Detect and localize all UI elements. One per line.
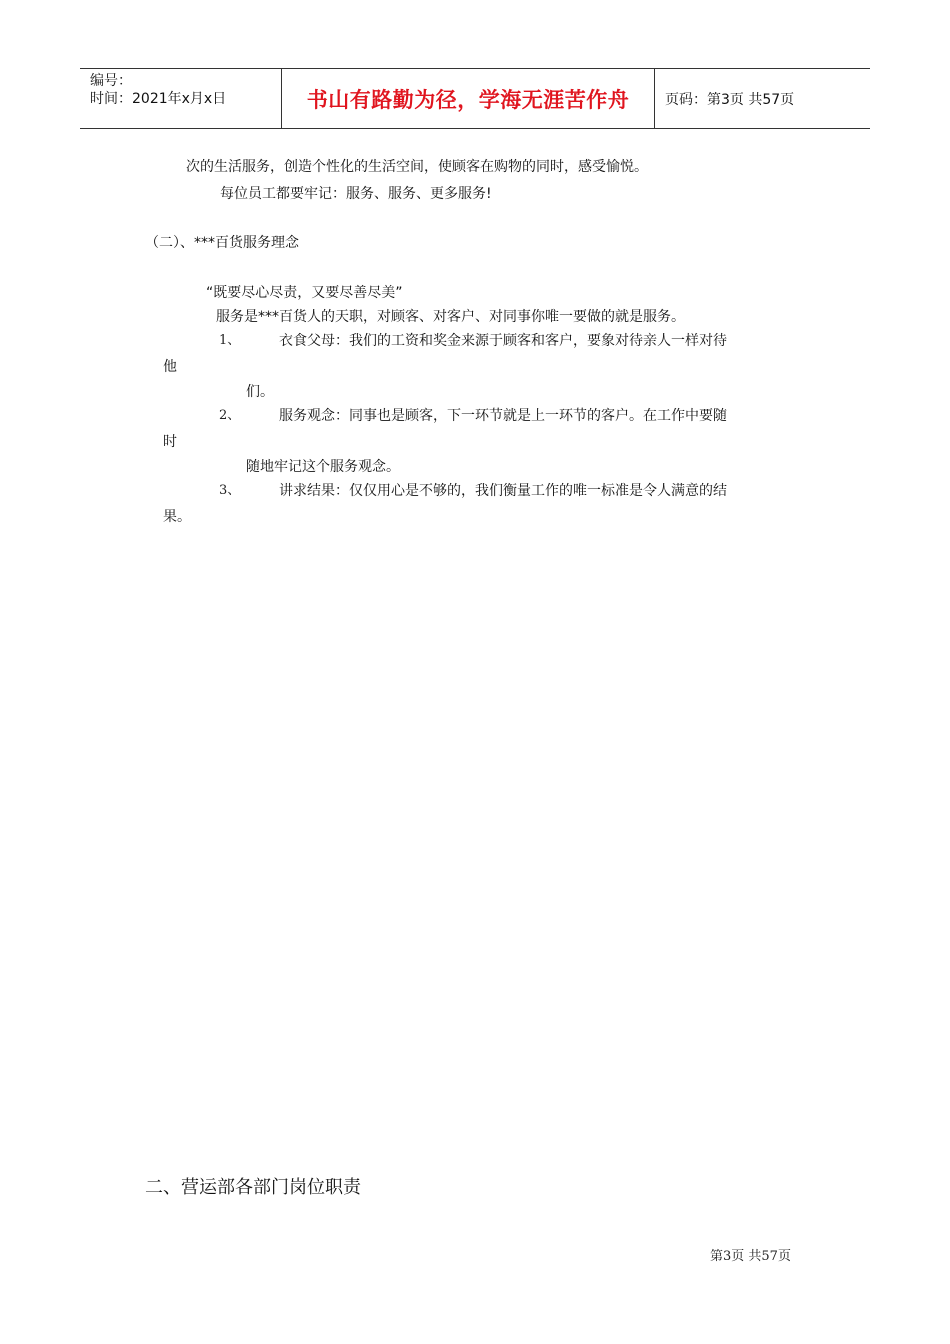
header-page-cell <box>655 69 870 128</box>
list-item-number: 2、 <box>219 408 241 423</box>
section-title: （二）、***百货服务理念 <box>145 235 299 251</box>
list-item-continuation: 们。 <box>246 384 274 400</box>
page-header <box>80 68 870 129</box>
list-item-text: 服务观念：同事也是顾客，下一环节就是上一环节的客户。在工作中要随 <box>279 408 727 424</box>
list-item-text: 讲求结果：仅仅用心是不够的，我们衡量工作的唯一标准是令人满意的结 <box>279 483 727 499</box>
list-item-text: 衣食父母：我们的工资和奖金来源于顾客和客户，要象对待亲人一样对待 <box>279 333 727 349</box>
service-motto-paragraph: 每位员工都要牢记：服务、服务、更多服务! <box>220 186 492 202</box>
chapter-heading: 二、营运部各部门岗位职责 <box>145 1177 361 1198</box>
footer-page-info: 第3页 共57页 <box>710 1249 791 1264</box>
list-item-number: 3、 <box>219 483 241 498</box>
service-intro: 服务是***百货人的天职，对顾客、对客户、对同事你唯一要做的就是服务。 <box>216 309 685 325</box>
header-meta-cell <box>80 69 282 128</box>
list-item-continuation: 随地牢记这个服务观念。 <box>246 459 400 475</box>
list-item-wrap: 时 <box>163 434 177 450</box>
list-item-number: 1、 <box>219 333 241 348</box>
list-item-wrap: 果。 <box>163 509 191 525</box>
motto-text: 书山有路勤为径，学海无涯苦作舟 <box>306 86 630 112</box>
serial-label: 编号： <box>90 73 132 89</box>
paragraph-continuation: 次的生活服务，创造个性化的生活空间，使顾客在购物的同时，感受愉悦。 <box>186 159 648 175</box>
header-motto-cell <box>282 69 655 128</box>
date-label: 时间：2021年x月x日 <box>90 91 227 107</box>
list-item-wrap: 他 <box>163 359 177 375</box>
service-quote: “既要尽心尽责，又要尽善尽美” <box>206 285 403 301</box>
header-page-info: 页码：第3页 共57页 <box>665 91 795 108</box>
